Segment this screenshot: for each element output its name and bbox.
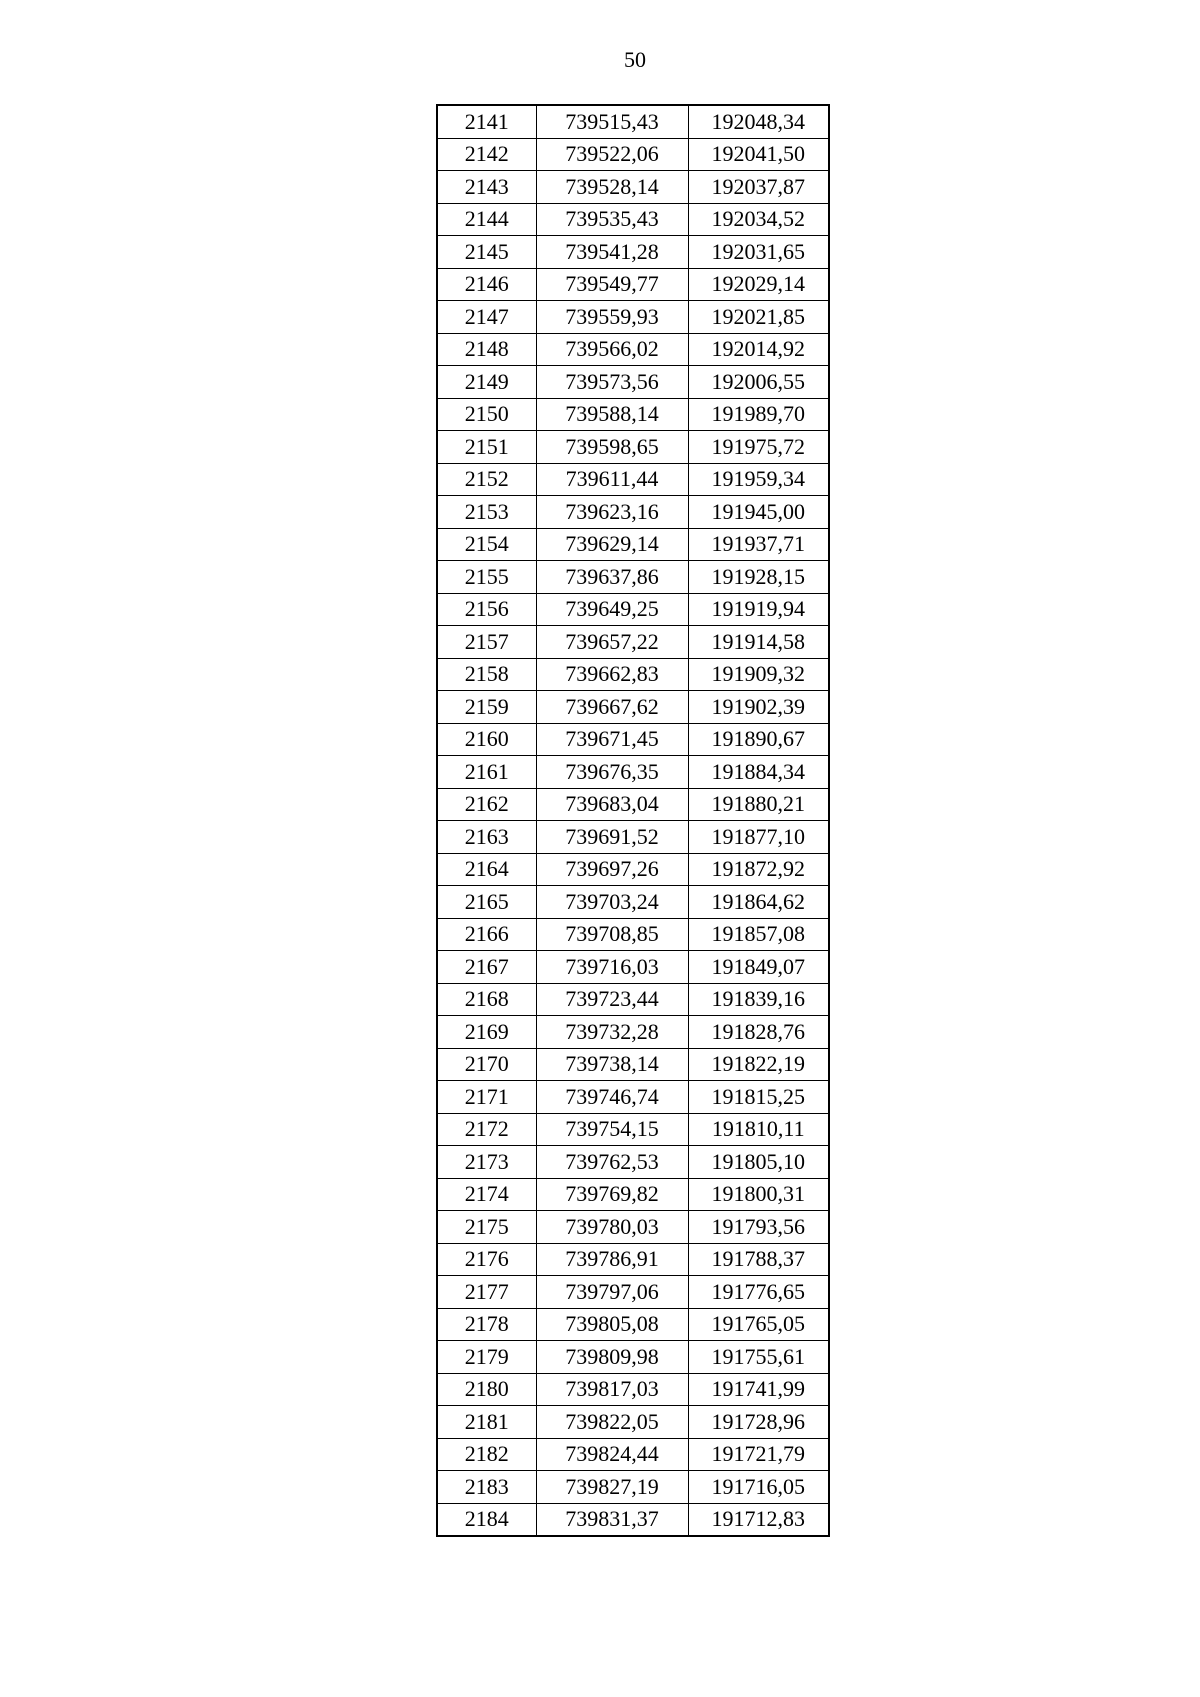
table-row (437, 1048, 829, 1081)
y-coordinate-cell: 191716,05 (688, 1471, 829, 1504)
x-coordinate-cell: 739515,43 (536, 105, 688, 138)
point-number-cell: 2173 (437, 1146, 536, 1179)
x-coordinate-cell: 739549,77 (536, 268, 688, 301)
x-coordinate-cell: 739535,43 (536, 203, 688, 236)
y-coordinate-cell: 191937,71 (688, 528, 829, 561)
point-number-cell: 2181 (437, 1406, 536, 1439)
y-coordinate-cell: 191890,67 (688, 723, 829, 756)
point-number-cell: 2166 (437, 918, 536, 951)
coordinates-table-body (437, 105, 829, 1536)
y-coordinate-cell: 191712,83 (688, 1503, 829, 1536)
x-coordinate-cell: 739697,26 (536, 853, 688, 886)
x-coordinate-cell: 739611,44 (536, 463, 688, 496)
y-coordinate-cell: 192037,87 (688, 171, 829, 204)
point-number-cell: 2171 (437, 1081, 536, 1114)
y-coordinate-cell: 191928,15 (688, 561, 829, 594)
point-number-cell: 2158 (437, 658, 536, 691)
point-number-cell: 2150 (437, 398, 536, 431)
x-coordinate-cell: 739649,25 (536, 593, 688, 626)
x-coordinate-cell: 739541,28 (536, 236, 688, 269)
table-row (437, 821, 829, 854)
point-number-cell: 2179 (437, 1341, 536, 1374)
table-row (437, 1406, 829, 1439)
x-coordinate-cell: 739746,74 (536, 1081, 688, 1114)
y-coordinate-cell: 191788,37 (688, 1243, 829, 1276)
y-coordinate-cell: 191945,00 (688, 496, 829, 529)
y-coordinate-cell: 191815,25 (688, 1081, 829, 1114)
y-coordinate-cell: 192006,55 (688, 366, 829, 399)
table-row (437, 496, 829, 529)
y-coordinate-cell: 191776,65 (688, 1276, 829, 1309)
table-row (437, 593, 829, 626)
x-coordinate-cell: 739662,83 (536, 658, 688, 691)
y-coordinate-cell: 191741,99 (688, 1373, 829, 1406)
point-number-cell: 2153 (437, 496, 536, 529)
table-row (437, 658, 829, 691)
y-coordinate-cell: 191880,21 (688, 788, 829, 821)
y-coordinate-cell: 191864,62 (688, 886, 829, 919)
point-number-cell: 2182 (437, 1438, 536, 1471)
table-row (437, 301, 829, 334)
point-number-cell: 2174 (437, 1178, 536, 1211)
y-coordinate-cell: 191793,56 (688, 1211, 829, 1244)
y-coordinate-cell: 191884,34 (688, 756, 829, 789)
point-number-cell: 2160 (437, 723, 536, 756)
table-row (437, 138, 829, 171)
y-coordinate-cell: 191839,16 (688, 983, 829, 1016)
table-row (437, 1308, 829, 1341)
point-number-cell: 2184 (437, 1503, 536, 1536)
y-coordinate-cell: 192014,92 (688, 333, 829, 366)
point-number-cell: 2162 (437, 788, 536, 821)
x-coordinate-cell: 739769,82 (536, 1178, 688, 1211)
y-coordinate-cell: 192048,34 (688, 105, 829, 138)
x-coordinate-cell: 739691,52 (536, 821, 688, 854)
point-number-cell: 2180 (437, 1373, 536, 1406)
point-number-cell: 2141 (437, 105, 536, 138)
x-coordinate-cell: 739637,86 (536, 561, 688, 594)
point-number-cell: 2164 (437, 853, 536, 886)
x-coordinate-cell: 739831,37 (536, 1503, 688, 1536)
x-coordinate-cell: 739805,08 (536, 1308, 688, 1341)
x-coordinate-cell: 739797,06 (536, 1276, 688, 1309)
table-row (437, 203, 829, 236)
y-coordinate-cell: 192031,65 (688, 236, 829, 269)
table-row (437, 1243, 829, 1276)
y-coordinate-cell: 191810,11 (688, 1113, 829, 1146)
y-coordinate-cell: 191822,19 (688, 1048, 829, 1081)
y-coordinate-cell: 191755,61 (688, 1341, 829, 1374)
table-row (437, 333, 829, 366)
table-row (437, 431, 829, 464)
table-row (437, 1471, 829, 1504)
point-number-cell: 2165 (437, 886, 536, 919)
point-number-cell: 2176 (437, 1243, 536, 1276)
point-number-cell: 2175 (437, 1211, 536, 1244)
y-coordinate-cell: 191728,96 (688, 1406, 829, 1439)
x-coordinate-cell: 739786,91 (536, 1243, 688, 1276)
point-number-cell: 2163 (437, 821, 536, 854)
table-row (437, 626, 829, 659)
y-coordinate-cell: 192034,52 (688, 203, 829, 236)
table-row (437, 691, 829, 724)
x-coordinate-cell: 739566,02 (536, 333, 688, 366)
table-row (437, 951, 829, 984)
x-coordinate-cell: 739708,85 (536, 918, 688, 951)
x-coordinate-cell: 739762,53 (536, 1146, 688, 1179)
table-row (437, 723, 829, 756)
x-coordinate-cell: 739754,15 (536, 1113, 688, 1146)
table-row (437, 1503, 829, 1536)
point-number-cell: 2156 (437, 593, 536, 626)
x-coordinate-cell: 739598,65 (536, 431, 688, 464)
point-number-cell: 2145 (437, 236, 536, 269)
point-number-cell: 2170 (437, 1048, 536, 1081)
table-row (437, 1276, 829, 1309)
x-coordinate-cell: 739522,06 (536, 138, 688, 171)
table-row (437, 1211, 829, 1244)
point-number-cell: 2155 (437, 561, 536, 594)
x-coordinate-cell: 739824,44 (536, 1438, 688, 1471)
x-coordinate-cell: 739822,05 (536, 1406, 688, 1439)
x-coordinate-cell: 739657,22 (536, 626, 688, 659)
table-row (437, 366, 829, 399)
y-coordinate-cell: 191857,08 (688, 918, 829, 951)
x-coordinate-cell: 739732,28 (536, 1016, 688, 1049)
x-coordinate-cell: 739716,03 (536, 951, 688, 984)
table-row (437, 1341, 829, 1374)
x-coordinate-cell: 739528,14 (536, 171, 688, 204)
table-row (437, 268, 829, 301)
table-row (437, 561, 829, 594)
point-number-cell: 2167 (437, 951, 536, 984)
table-row (437, 788, 829, 821)
table-row (437, 1178, 829, 1211)
table-row (437, 463, 829, 496)
table-row (437, 886, 829, 919)
y-coordinate-cell: 191800,31 (688, 1178, 829, 1211)
x-coordinate-cell: 739809,98 (536, 1341, 688, 1374)
table-row (437, 1081, 829, 1114)
page-number: 50 (624, 47, 646, 72)
y-coordinate-cell: 191877,10 (688, 821, 829, 854)
point-number-cell: 2154 (437, 528, 536, 561)
point-number-cell: 2161 (437, 756, 536, 789)
table-row (437, 1373, 829, 1406)
point-number-cell: 2177 (437, 1276, 536, 1309)
y-coordinate-cell: 191914,58 (688, 626, 829, 659)
y-coordinate-cell: 191849,07 (688, 951, 829, 984)
point-number-cell: 2159 (437, 691, 536, 724)
y-coordinate-cell: 191975,72 (688, 431, 829, 464)
point-number-cell: 2149 (437, 366, 536, 399)
y-coordinate-cell: 191959,34 (688, 463, 829, 496)
y-coordinate-cell: 191919,94 (688, 593, 829, 626)
y-coordinate-cell: 191805,10 (688, 1146, 829, 1179)
y-coordinate-cell: 191902,39 (688, 691, 829, 724)
point-number-cell: 2151 (437, 431, 536, 464)
point-number-cell: 2148 (437, 333, 536, 366)
point-number-cell: 2157 (437, 626, 536, 659)
table-row (437, 1113, 829, 1146)
table-row (437, 983, 829, 1016)
point-number-cell: 2142 (437, 138, 536, 171)
point-number-cell: 2146 (437, 268, 536, 301)
table-row (437, 171, 829, 204)
y-coordinate-cell: 191989,70 (688, 398, 829, 431)
y-coordinate-cell: 192029,14 (688, 268, 829, 301)
point-number-cell: 2168 (437, 983, 536, 1016)
x-coordinate-cell: 739667,62 (536, 691, 688, 724)
y-coordinate-cell: 191909,32 (688, 658, 829, 691)
table-row (437, 1016, 829, 1049)
point-number-cell: 2183 (437, 1471, 536, 1504)
table-row (437, 236, 829, 269)
y-coordinate-cell: 192041,50 (688, 138, 829, 171)
y-coordinate-cell: 191872,92 (688, 853, 829, 886)
point-number-cell: 2169 (437, 1016, 536, 1049)
table-row (437, 853, 829, 886)
point-number-cell: 2178 (437, 1308, 536, 1341)
point-number-cell: 2144 (437, 203, 536, 236)
point-number-cell: 2152 (437, 463, 536, 496)
x-coordinate-cell: 739780,03 (536, 1211, 688, 1244)
table-row (437, 918, 829, 951)
x-coordinate-cell: 739723,44 (536, 983, 688, 1016)
x-coordinate-cell: 739573,56 (536, 366, 688, 399)
table-row (437, 1438, 829, 1471)
x-coordinate-cell: 739817,03 (536, 1373, 688, 1406)
x-coordinate-cell: 739623,16 (536, 496, 688, 529)
table-row (437, 756, 829, 789)
x-coordinate-cell: 739827,19 (536, 1471, 688, 1504)
y-coordinate-cell: 192021,85 (688, 301, 829, 334)
x-coordinate-cell: 739676,35 (536, 756, 688, 789)
y-coordinate-cell: 191828,76 (688, 1016, 829, 1049)
x-coordinate-cell: 739629,14 (536, 528, 688, 561)
y-coordinate-cell: 191721,79 (688, 1438, 829, 1471)
x-coordinate-cell: 739559,93 (536, 301, 688, 334)
point-number-cell: 2147 (437, 301, 536, 334)
table-row (437, 105, 829, 138)
point-number-cell: 2172 (437, 1113, 536, 1146)
table-row (437, 398, 829, 431)
x-coordinate-cell: 739588,14 (536, 398, 688, 431)
x-coordinate-cell: 739671,45 (536, 723, 688, 756)
y-coordinate-cell: 191765,05 (688, 1308, 829, 1341)
coordinates-table (436, 104, 830, 1537)
table-row (437, 1146, 829, 1179)
x-coordinate-cell: 739683,04 (536, 788, 688, 821)
x-coordinate-cell: 739703,24 (536, 886, 688, 919)
x-coordinate-cell: 739738,14 (536, 1048, 688, 1081)
point-number-cell: 2143 (437, 171, 536, 204)
table-row (437, 528, 829, 561)
